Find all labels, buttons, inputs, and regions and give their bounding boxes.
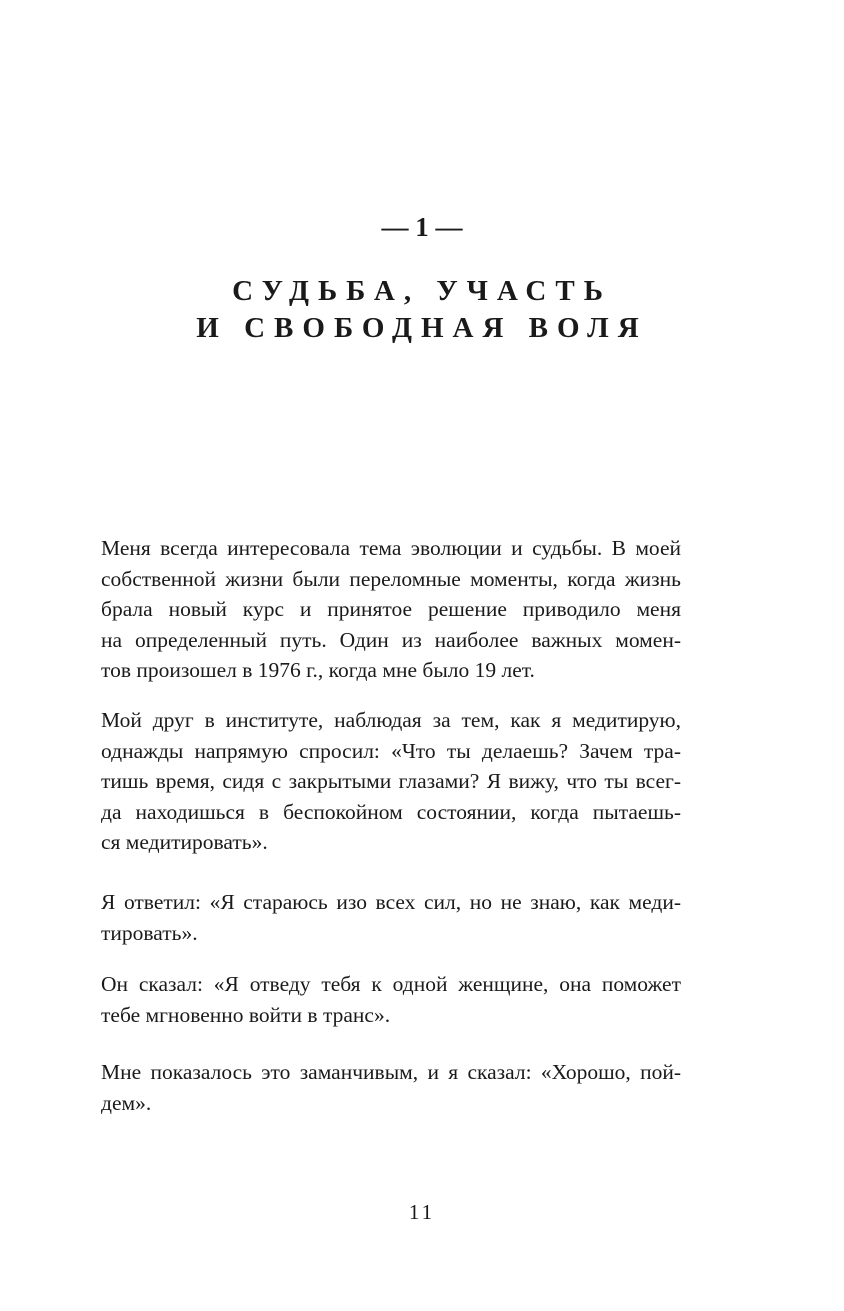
text-line: тов произошел в 1976 г., когда мне было 19 лет. xyxy=(101,658,535,683)
chapter-title-line-1: СУДЬБА, УЧАСТЬ xyxy=(232,275,612,307)
text-line: Мой друг в институте, наблюдая за тем, как я медитирую, xyxy=(101,708,681,732)
text-line: Я ответил: «Я стараюсь изо всех сил, но не знаю, как меди- xyxy=(101,890,681,914)
paragraph xyxy=(101,969,681,1030)
text-line: да находишься в беспокойном состоянии, когда пытаешь- xyxy=(101,799,681,824)
text-line: дем». xyxy=(101,1090,152,1115)
text-line: брала новый курс и принятое решение приводило меня xyxy=(101,597,681,622)
page-number: 11 xyxy=(408,1200,436,1224)
text-line: однажды напрямую спросил: «Что ты делаешь? Зачем тра- xyxy=(101,738,681,763)
text-line: тировать». xyxy=(101,920,198,945)
text-line: собственной жизни были переломные моменты, когда жизнь xyxy=(101,566,681,591)
text-line: тишь время, сидя с закрытыми глазами? Я вижу, что ты всег- xyxy=(101,769,681,794)
text-line: ся медитировать». xyxy=(101,830,268,855)
text-line: на определенный путь. Один из наиболее важных момен- xyxy=(101,627,681,652)
chapter-number: — 1 — xyxy=(381,212,463,242)
paragraph xyxy=(101,533,681,686)
text-line: тебе мгновенно войти в транс». xyxy=(101,1002,391,1027)
paragraph xyxy=(101,705,681,858)
chapter-title-line-2: И СВОБОДНАЯ ВОЛЯ xyxy=(196,312,648,344)
text-line: Меня всегда интересовала тема эволюции и судьбы. В моей xyxy=(101,536,681,560)
text-line: Он сказал: «Я отведу тебя к одной женщине, она поможет xyxy=(101,972,681,996)
text-line: Мне показалось это заманчивым, и я сказал: «Хорошо, пой- xyxy=(101,1060,681,1084)
paragraph xyxy=(101,1057,681,1118)
paragraph xyxy=(101,887,681,948)
